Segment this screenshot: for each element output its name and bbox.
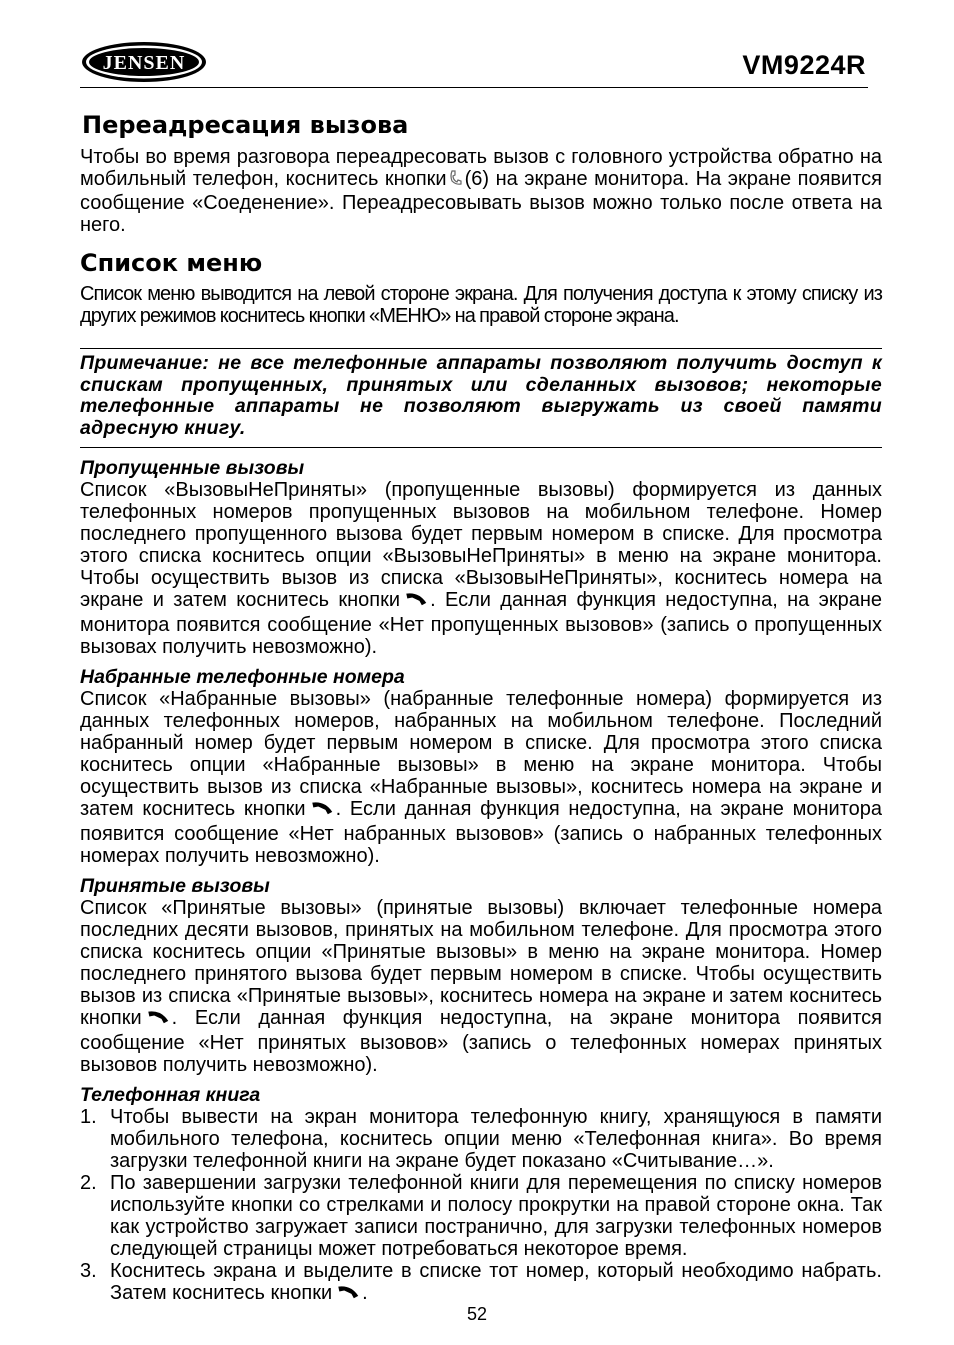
jensen-logo	[80, 40, 208, 84]
section-title-menu: Список меню	[80, 249, 263, 277]
section-title-redirect: Переадресация вызова	[82, 111, 409, 139]
list-item: 3. Коснитесь экрана и выделите в списке тот номер, который необходимо набрать. Затем коснитесь кнопки .	[80, 1260, 882, 1307]
redirect-phone-icon	[449, 169, 463, 192]
model-name: VM9224R	[742, 50, 866, 80]
list-item: 1. Чтобы вывести на экран монитора телефонную книгу, хранящуюся в памяти мобильного телефона, коснитесь опции меню «Телефонная книга». Во время загрузки телефонной книги на экране будет показано «Считывание…».	[80, 1106, 882, 1172]
subsection-title-dialed: Набранные телефонные номера	[80, 666, 405, 688]
note-text: Примечание: не все телефонные аппараты позволяют получить доступ к спискам пропущенных, принятых или сделанных вызовов; некоторые телефонные аппараты не позволяют выгружать из своей памяти адресную книгу.	[80, 352, 882, 439]
subsection-title-missed: Пропущенные вызовы	[80, 457, 305, 479]
page-content	[80, 108, 882, 1307]
page-number: 52	[466, 1304, 488, 1324]
subsection-title-phonebook: Телефонная книга	[80, 1084, 261, 1106]
note-top-divider	[80, 348, 882, 349]
phone-call-icon	[308, 801, 334, 823]
paragraph-redirect: Чтобы во время разговора переадресовать вызов с головного устройства обратно на мобильный телефон, коснитесь кнопки (6) на экране монитора. На экране появится сообщение «Соеденение». Переадресовывать вызов можно только после ответа на него.	[80, 146, 882, 236]
phonebook-steps	[80, 1106, 882, 1307]
svg-text:JENSEN: JENSEN	[102, 52, 186, 74]
phone-call-icon	[144, 1010, 170, 1032]
paragraph-received: Список «Принятые вызовы» (принятые вызовы) включает телефонные номера последних десяти вызовов, принятых на мобильном телефоне. Для просмотра этого списка коснитесь опции «Принятые вызовы» в меню на экране монитора. Номер последнего принятого вызова будет первым номером в списке. Чтобы осуществить вызов из списка «Принятые вызовы», коснитесь номера на экране и затем коснитесь кнопки . Если данная функция недоступна, на экране монитора появится сообщение «Нет принятых вызовов» (запись о телефонных номерах принятых вызовов получить невозможно).	[80, 897, 882, 1076]
paragraph-menu: Список меню выводится на левой стороне экрана. Для получения доступа к этому списку из других режимов коснитесь кнопки «МЕНЮ» на правой стороне экрана.	[80, 283, 882, 327]
subsection-title-received: Принятые вызовы	[80, 875, 270, 897]
paragraph-missed: Список «ВызовыНеПриняты» (пропущенные вызовы) формируется из данных телефонных номеров пропущенных вызовов на мобильном телефоне. Номер последнего пропущенного вызова будет первым номером в списке. Для просмотра этого списка коснитесь опции «ВызовыНеПриняты» в меню на экране монитора. Чтобы осуществить вызов из списка «ВызовыНеПриняты», коснитесь номера на экране и затем коснитесь кнопки . Если данная функция недоступна, на экране монитора появится сообщение «Нет пропущенных вызовов» (запись о пропущенных вызовах получить невозможно).	[80, 479, 882, 658]
phone-call-icon	[402, 592, 428, 614]
paragraph-dialed: Список «Набранные вызовы» (набранные телефонные номера) формируется из данных телефонных номеров, набранных на мобильном телефоне. Последний набранный номер будет первым номером в списке. Для просмотра этого списка коснитесь опции «Набранные вызовы» в меню на экране монитора. Чтобы осуществить вызов из списка «Набранные вызовы», коснитесь номера на экране и затем коснитесь кнопки . Если данная функция недоступна, на экране монитора появится сообщение «Нет набранных вызовов» (запись о набранных телефонных номерах получить невозможно).	[80, 688, 882, 867]
list-item: 2. По завершении загрузки телефонной книги для перемещения по списку номеров используйте кнопки со стрелками и полосу прокрутки на правой стороне окна. Так как устройство загружает записи постранично, для загрузки телефонных номеров следующей страницы может потребоваться некоторое время.	[80, 1172, 882, 1260]
header-divider	[80, 87, 868, 88]
note-bottom-divider	[80, 447, 882, 448]
